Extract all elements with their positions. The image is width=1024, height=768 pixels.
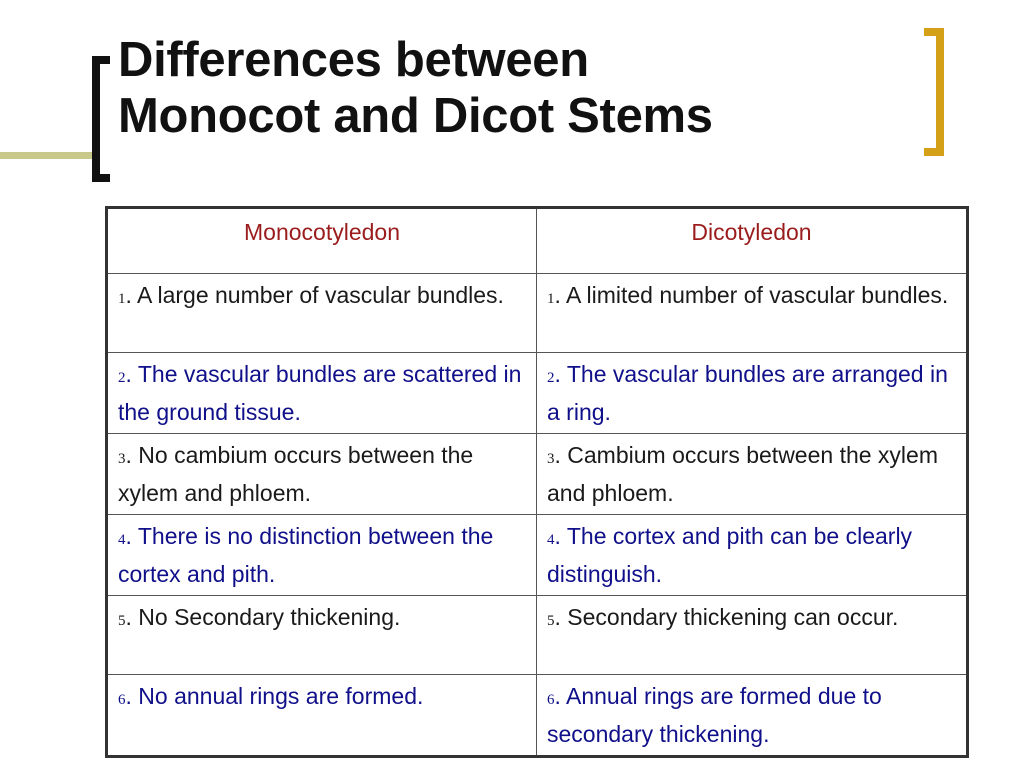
item-number: 1 [547, 291, 555, 307]
cell-text: . A large number of vascular bundles. [125, 282, 504, 308]
monocot-cell [107, 675, 537, 757]
decorative-accent-line [0, 152, 96, 159]
item-number: 1 [118, 291, 126, 307]
item-number: 6 [118, 692, 126, 708]
left-bracket-decoration [92, 56, 110, 182]
table-row [107, 353, 968, 434]
cell-text: . Annual rings are formed due to secondary thickening. [547, 683, 882, 747]
item-number: 3 [118, 451, 126, 467]
item-number: 4 [547, 532, 555, 548]
item-number: 3 [547, 451, 555, 467]
slide-title [118, 32, 713, 144]
item-number: 6 [547, 692, 555, 708]
table-row [107, 434, 968, 515]
table-row [107, 675, 968, 757]
table-header-row [107, 208, 968, 274]
table-row [107, 274, 968, 353]
item-number: 2 [118, 370, 126, 386]
title-line-2: Monocot and Dicot Stems [118, 89, 713, 143]
cell-text: . Secondary thickening can occur. [554, 604, 899, 630]
monocot-cell [107, 596, 537, 675]
dicot-cell [537, 675, 968, 757]
monocot-cell [107, 353, 537, 434]
dicot-cell [537, 353, 968, 434]
cell-text: . Cambium occurs between the xylem and phloem. [547, 442, 938, 506]
item-number: 2 [547, 370, 555, 386]
cell-text: . No Secondary thickening. [125, 604, 401, 630]
dicot-cell [537, 596, 968, 675]
cell-text: . There is no distinction between the cortex and pith. [118, 523, 494, 587]
cell-text: . The vascular bundles are scattered in the ground tissue. [118, 361, 522, 425]
item-number: 5 [118, 613, 126, 629]
cell-text: . No annual rings are formed. [125, 683, 424, 709]
table-row [107, 515, 968, 596]
right-bracket-decoration [924, 28, 944, 156]
cell-text: . The vascular bundles are arranged in a ring. [547, 361, 948, 425]
cell-text: . The cortex and pith can be clearly distinguish. [547, 523, 913, 587]
header-monocotyledon: Monocotyledon [107, 208, 537, 274]
dicot-cell [537, 274, 968, 353]
item-number: 5 [547, 613, 555, 629]
item-number: 4 [118, 532, 126, 548]
cell-text: . No cambium occurs between the xylem and phloem. [118, 442, 474, 506]
table-row [107, 596, 968, 675]
dicot-cell [537, 515, 968, 596]
title-line-1: Differences between [118, 33, 589, 87]
cell-text: . A limited number of vascular bundles. [554, 282, 949, 308]
monocot-cell [107, 434, 537, 515]
comparison-table [105, 206, 969, 758]
header-dicotyledon: Dicotyledon [537, 208, 968, 274]
monocot-cell [107, 515, 537, 596]
dicot-cell [537, 434, 968, 515]
monocot-cell [107, 274, 537, 353]
